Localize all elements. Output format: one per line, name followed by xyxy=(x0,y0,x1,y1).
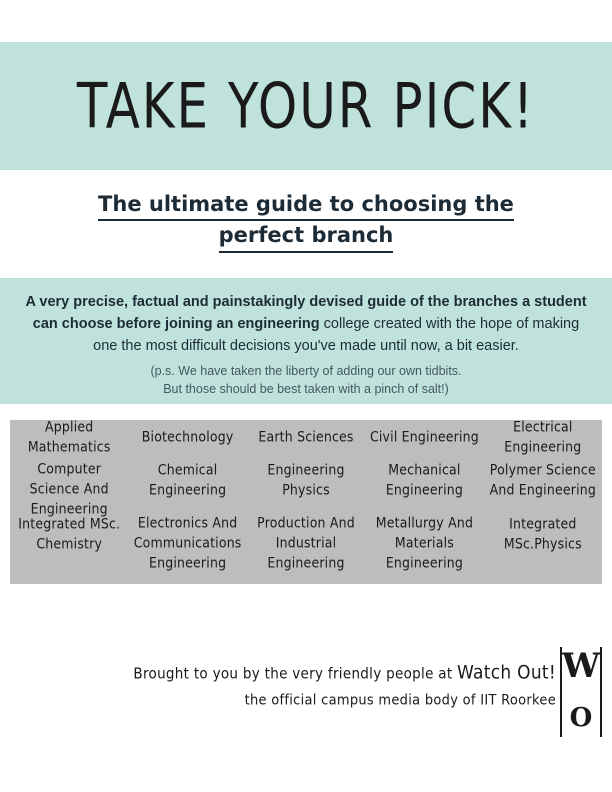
branch-label: Production And Industrial Engineering xyxy=(257,513,355,572)
branch-cell[interactable] xyxy=(128,420,246,454)
subtitle-block xyxy=(0,190,612,253)
page-title: TAKE YOUR PICK! xyxy=(76,69,536,143)
branch-cell[interactable] xyxy=(484,454,602,506)
branch-label: Civil Engineering xyxy=(369,427,479,445)
footer-credit xyxy=(133,663,556,708)
branch-row xyxy=(10,417,602,455)
subtitle-line-1: The ultimate guide to choosing the xyxy=(98,190,514,221)
branch-cell[interactable] xyxy=(10,454,128,518)
branch-cell[interactable] xyxy=(484,417,602,455)
branch-cell[interactable] xyxy=(365,420,483,454)
branch-label: Integrated MSc.Physics xyxy=(503,514,582,553)
branch-label: Integrated MSc. Chemistry xyxy=(18,514,121,553)
branch-cell[interactable] xyxy=(128,454,246,506)
branch-cell[interactable] xyxy=(365,454,483,506)
description-text xyxy=(24,292,588,357)
postscript-line-1: (p.s. We have taken the liberty of adding our own tidbits. xyxy=(150,364,462,378)
branch-cell[interactable] xyxy=(247,454,365,506)
branch-cell[interactable] xyxy=(128,506,246,584)
branch-row xyxy=(10,454,602,518)
branch-cell[interactable] xyxy=(365,506,483,584)
branch-row xyxy=(10,506,602,584)
logo-letter-w: W xyxy=(561,646,601,686)
branch-label: Biotechnology xyxy=(141,427,234,445)
logo-letter-o: O xyxy=(569,703,593,733)
branch-cell[interactable] xyxy=(484,506,602,584)
footer-line-2: the official campus media body of IIT Roorkee xyxy=(244,692,556,709)
branch-label: Engineering Physics xyxy=(267,460,345,499)
branch-label: Computer Science And Engineering xyxy=(29,459,109,518)
branch-grid xyxy=(10,417,602,584)
postscript-line-2: But those should be best taken with a pinch of salt!) xyxy=(163,382,449,397)
branch-label: Chemical Engineering xyxy=(149,460,227,499)
title-banner xyxy=(0,42,612,170)
description-part-1: A very precise, factual and painstakingly devised guide of the branches a student can choose before joining an engineering xyxy=(25,294,587,332)
branch-label: Earth Sciences xyxy=(258,427,354,445)
footer-brand-name: Watch Out! xyxy=(457,661,556,685)
branch-cell[interactable] xyxy=(247,420,365,454)
postscript-text xyxy=(24,362,588,398)
branch-cell[interactable] xyxy=(247,506,365,584)
description-banner xyxy=(0,278,612,404)
branch-label: Metallurgy And Materials Engineering xyxy=(375,513,474,572)
branch-label: Electronics And Communications Engineering xyxy=(133,513,242,572)
branch-cell[interactable] xyxy=(10,417,128,455)
watch-out-logo xyxy=(560,647,602,737)
subtitle-line-2: perfect branch xyxy=(219,221,394,252)
footer-line-1 xyxy=(133,662,556,684)
description-part-2: college created with the hope of making one the most difficult decisions you've made until now, a bit easier. xyxy=(93,315,580,354)
footer-credit-prefix: Brought to you by the very friendly people at xyxy=(133,665,453,684)
footer xyxy=(0,646,612,765)
branch-label: Applied Mathematics xyxy=(27,417,111,455)
branch-label: Electrical Engineering xyxy=(504,417,582,455)
branch-label: Polymer Science And Engineering xyxy=(489,460,597,499)
branch-cell[interactable] xyxy=(10,506,128,584)
branch-label: Mechanical Engineering xyxy=(385,460,464,499)
